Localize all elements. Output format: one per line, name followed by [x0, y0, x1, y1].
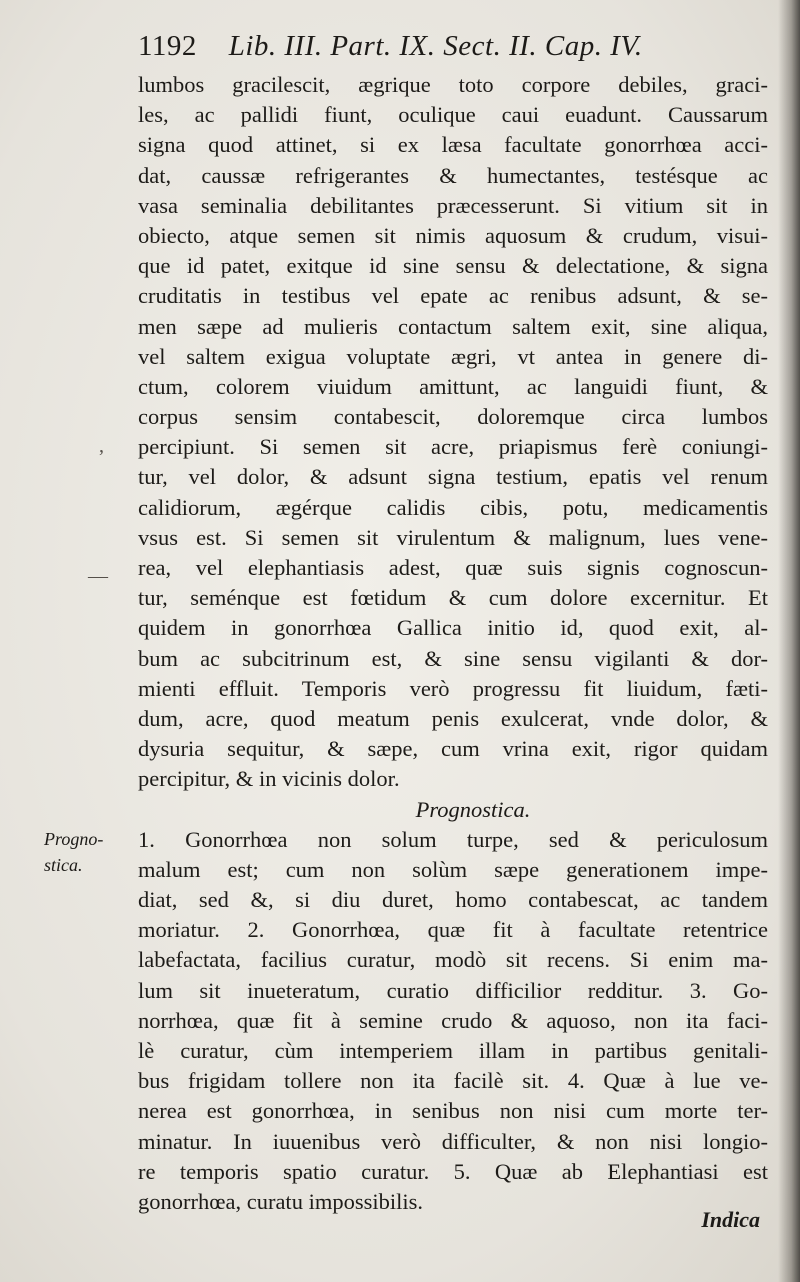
- text-line: diat, sed &, si diu duret, homo contabescat, ac tandem: [138, 887, 768, 913]
- running-title: Lib. III. Part. IX. Sect. II. Cap. IV.: [228, 30, 643, 62]
- text-line: malum est; cum non solùm sæpe generationem impe-: [138, 856, 768, 882]
- margin-note-line: stica.: [44, 855, 83, 875]
- text-line: vel saltem exigua voluptate ægri, vt antea in genere di-: [138, 343, 768, 369]
- text-line: labefactata, facilius curatur, modò sit recens. Si enim ma-: [138, 947, 768, 973]
- margin-mark: —: [88, 565, 108, 587]
- text-line: tur, seménque est fœtidum & cum dolore excernitur. Et: [138, 585, 768, 611]
- margin-note: [44, 826, 129, 878]
- text-line: que id patet, exitque id sine sensu & delectatione, & signa: [138, 253, 768, 279]
- text-line: norrhœa, quæ fit à semine crudo & aquoso, non ita faci-: [138, 1007, 768, 1033]
- text-line: bus frigidam tollere non ita facilè sit. 4. Quæ à lue ve-: [138, 1068, 768, 1094]
- text-line: quidem in gonorrhœa Gallica initio id, quod exit, al-: [138, 615, 768, 641]
- page-binding-shadow: [778, 0, 800, 1282]
- text-line: percipitur, & in vicinis dolor.: [138, 766, 400, 792]
- text-line: 1. Gonorrhœa non solum turpe, sed & periculosum: [138, 826, 768, 852]
- section-title: Prognostica.: [415, 796, 531, 822]
- text-line: cruditatis in testibus vel epate ac renibus adsunt, & se-: [138, 283, 768, 309]
- text-line: les, ac pallidi fiunt, oculique caui euadunt. Caussarum: [138, 102, 768, 128]
- text-line: ctum, colorem viuidum amittunt, ac languidi fiunt, &: [138, 373, 768, 399]
- text-line: bum ac subcitrinum est, & sine sensu vigilanti & dor-: [138, 645, 768, 671]
- text-line: tur, vel dolor, & adsunt signa testium, epatis vel renum: [138, 464, 768, 490]
- text-line: dysuria sequitur, & sæpe, cum vrina exit, rigor quidam: [138, 736, 768, 762]
- page-number: 1192: [138, 30, 197, 62]
- text-line: vsus est. Si semen sit virulentum & malignum, lues vene-: [138, 524, 768, 550]
- text-line: moriatur. 2. Gonorrhœa, quæ fit à facultate retentrice: [138, 917, 768, 943]
- prognostica-paragraph: [138, 825, 768, 1217]
- text-line: signa quod attinet, si ex læsa facultate gonorrhœa acci-: [138, 132, 768, 158]
- body-paragraph: [138, 70, 768, 795]
- text-line: lum sit inueteratum, curatio difficilior redditur. 3. Go-: [138, 977, 768, 1003]
- text-line: vasa seminalia debilitantes præcesserunt. Si vitium sit in: [138, 192, 768, 218]
- text-line: lumbos gracilescit, ægrique toto corpore debiles, graci-: [138, 72, 768, 97]
- text-line: dat, caussæ refrigerantes & humectantes, testésque ac: [138, 162, 768, 188]
- text-line: percipiunt. Si semen sit acre, priapismus ferè coniungi-: [138, 434, 768, 460]
- text-line: rea, vel elephantiasis adest, quæ suis signis cognoscun-: [138, 555, 768, 580]
- main-text: [138, 70, 768, 1217]
- text-line: men sæpe ad mulieris contactum saltem exit, sine aliqua,: [138, 313, 768, 339]
- text-line: lè curatur, cùm intemperiem illam in partibus genitali-: [138, 1038, 768, 1063]
- text-line: nerea est gonorrhœa, in senibus non nisi cum morte ter-: [138, 1098, 768, 1124]
- text-line: obiecto, atque semen sit nimis aquosum & crudum, visui-: [138, 222, 768, 248]
- text-line: mienti effluit. Temporis verò progressu fit liuidum, fæti-: [138, 675, 768, 701]
- text-line: gonorrhœa, curatu impossibilis.: [138, 1188, 423, 1214]
- margin-mark: ’: [98, 446, 105, 468]
- text-line: re temporis spatio curatur. 5. Quæ ab Elephantiasi est: [138, 1158, 768, 1184]
- catchword: Indica: [701, 1207, 760, 1232]
- text-line: dum, acre, quod meatum penis exulcerat, vnde dolor, &: [138, 705, 768, 731]
- text-line: minatur. In iuuenibus verò difficulter, & non nisi longio-: [138, 1128, 768, 1154]
- running-header: [138, 30, 778, 74]
- text-line: calidiorum, ægérque calidis cibis, potu, medicamentis: [138, 494, 768, 520]
- margin-note-line: Progno-: [44, 829, 104, 849]
- text-line: corpus sensim contabescit, doloremque circa lumbos: [138, 404, 768, 430]
